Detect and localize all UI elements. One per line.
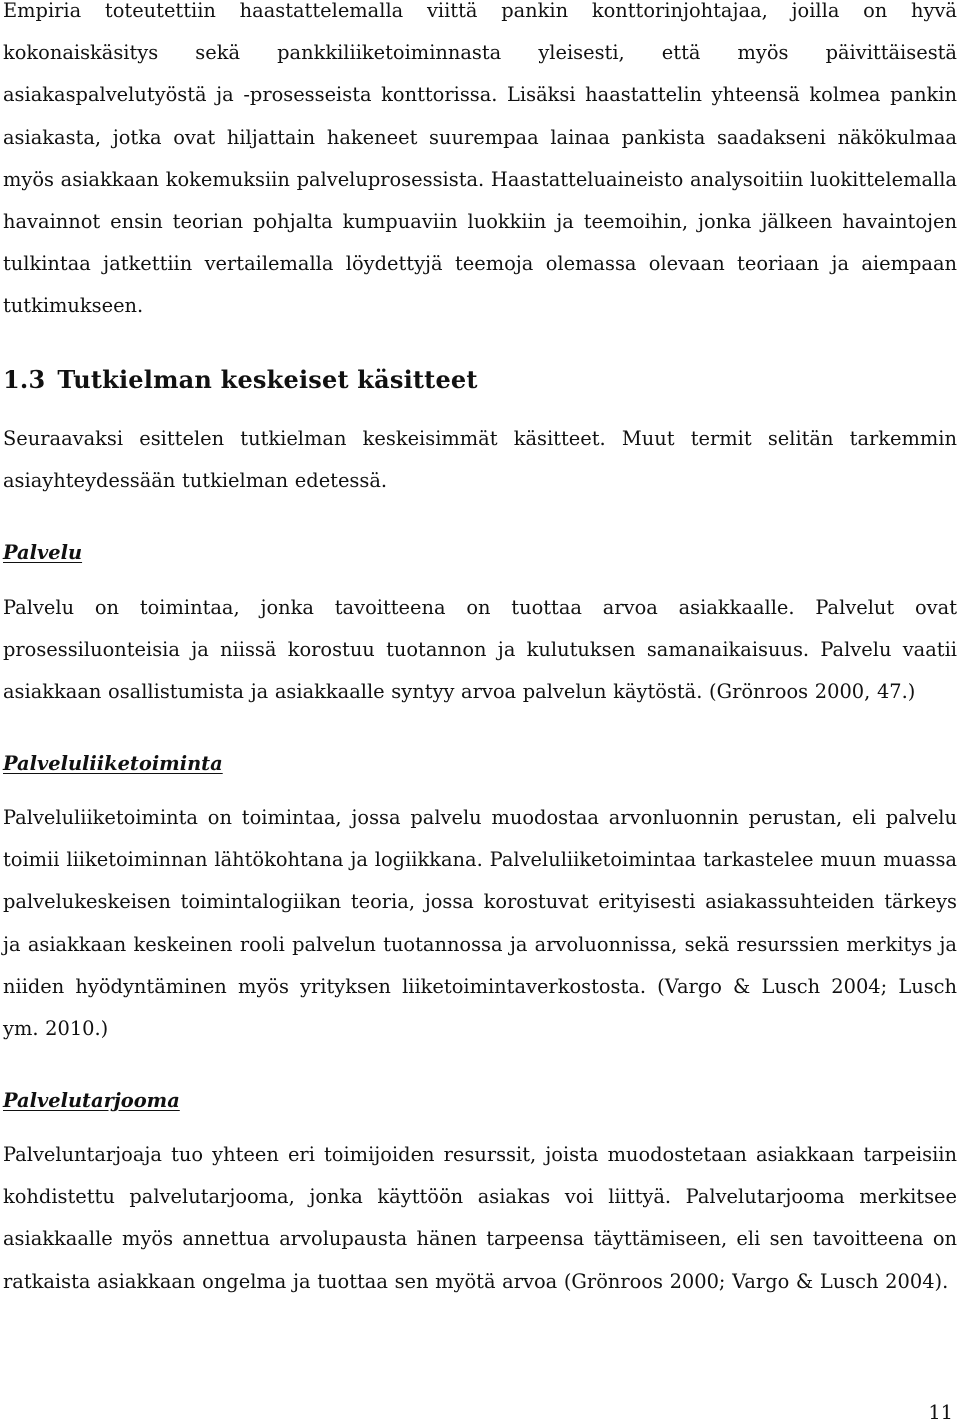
section-number: 1.3 [3,365,46,394]
page-number: 11 [928,1401,953,1424]
term-heading-palveluliiketoiminta: Palveluliiketoiminta [3,752,223,775]
intro-paragraph: Empiria toteutettiin haastattelemalla viittä pankin konttorinjohtajaa, joilla on hyvä kokonaiskäsitys sekä pankkiliiketoiminnasta yleisesti, että myös päivittäisestä asiakaspalvelutyöstä ja -prosesseista konttorissa. Lisäksi haastattelin yhteensä kolmea pankin asiakasta, jotka ovat hiljattain hakeneet suurempaa lainaa pankista saadakseni näkökulmaa myös asiakkaan kokemuksiin palveluprosessista. Haastatteluaineisto analysoitiin luokittelemalla havainnot ensin teorian pohjalta kumpuaviin luokkiin ja teemoihin, jonka jälkeen havaintojen tulkintaa jatkettiin vertailemalla löydettyjä teemoja olemassa olevaan teoriaan ja aiempaan tutkimukseen. [3,0,957,318]
document-page [3,0,957,1425]
section-lead-paragraph: Seuraavaksi esittelen tutkielman keskeisimmät käsitteet. Muut termit selitän tarkemmin asiayhteydessään tutkielman edetessä. [3,427,957,493]
term-definition-palvelutarjooma: Palveluntarjoaja tuo yhteen eri toimijoiden resurssit, joista muodostetaan asiakkaan tarpeisiin kohdistettu palvelutarjooma, jonka käyttöön asiakas voi liittyä. Palvelutarjooma merkitsee asiakkaalle myös annettua arvolupausta hänen tarpeensa täyttämiseen, eli sen tavoitteena on ratkaista asiakkaan ongelma ja tuottaa sen myötä arvoa (Grönroos 2000; Vargo & Lusch 2004). [3,1143,957,1293]
section-title: Tutkielman keskeiset käsitteet [57,365,478,394]
term-definition-palvelu: Palvelu on toimintaa, jonka tavoitteena on tuottaa arvoa asiakkaalle. Palvelut ovat prosessiluonteisia ja niissä korostuu tuotannon ja kulutuksen samanaikaisuus. Palvelu vaatii asiakkaan osallistumista ja asiakkaalle syntyy arvoa palvelun käytöstä. (Grönroos 2000, 47.) [3,596,957,704]
term-definition-palveluliiketoiminta: Palveluliiketoiminta on toimintaa, jossa palvelu muodostaa arvonluonnin perustan, eli palvelu toimii liiketoiminnan lähtökohtana ja logiikkana. Palveluliiketoimintaa tarkastelee muun muassa palvelukeskeisen toimintalogiikan teoria, jossa korostuvat erityisesti asiakassuhteiden tärkeys ja asiakkaan keskeinen rooli palvelun tuotannossa ja arvoluonnissa, sekä resurssien merkitys ja niiden hyödyntäminen myös yrityksen liiketoimintaverkostosta. (Vargo & Lusch 2004; Lusch ym. 2010.) [3,806,957,1041]
term-heading-palvelu: Palvelu [3,541,83,564]
term-heading-palvelutarjooma: Palvelutarjooma [3,1089,180,1112]
section-heading [3,358,478,402]
